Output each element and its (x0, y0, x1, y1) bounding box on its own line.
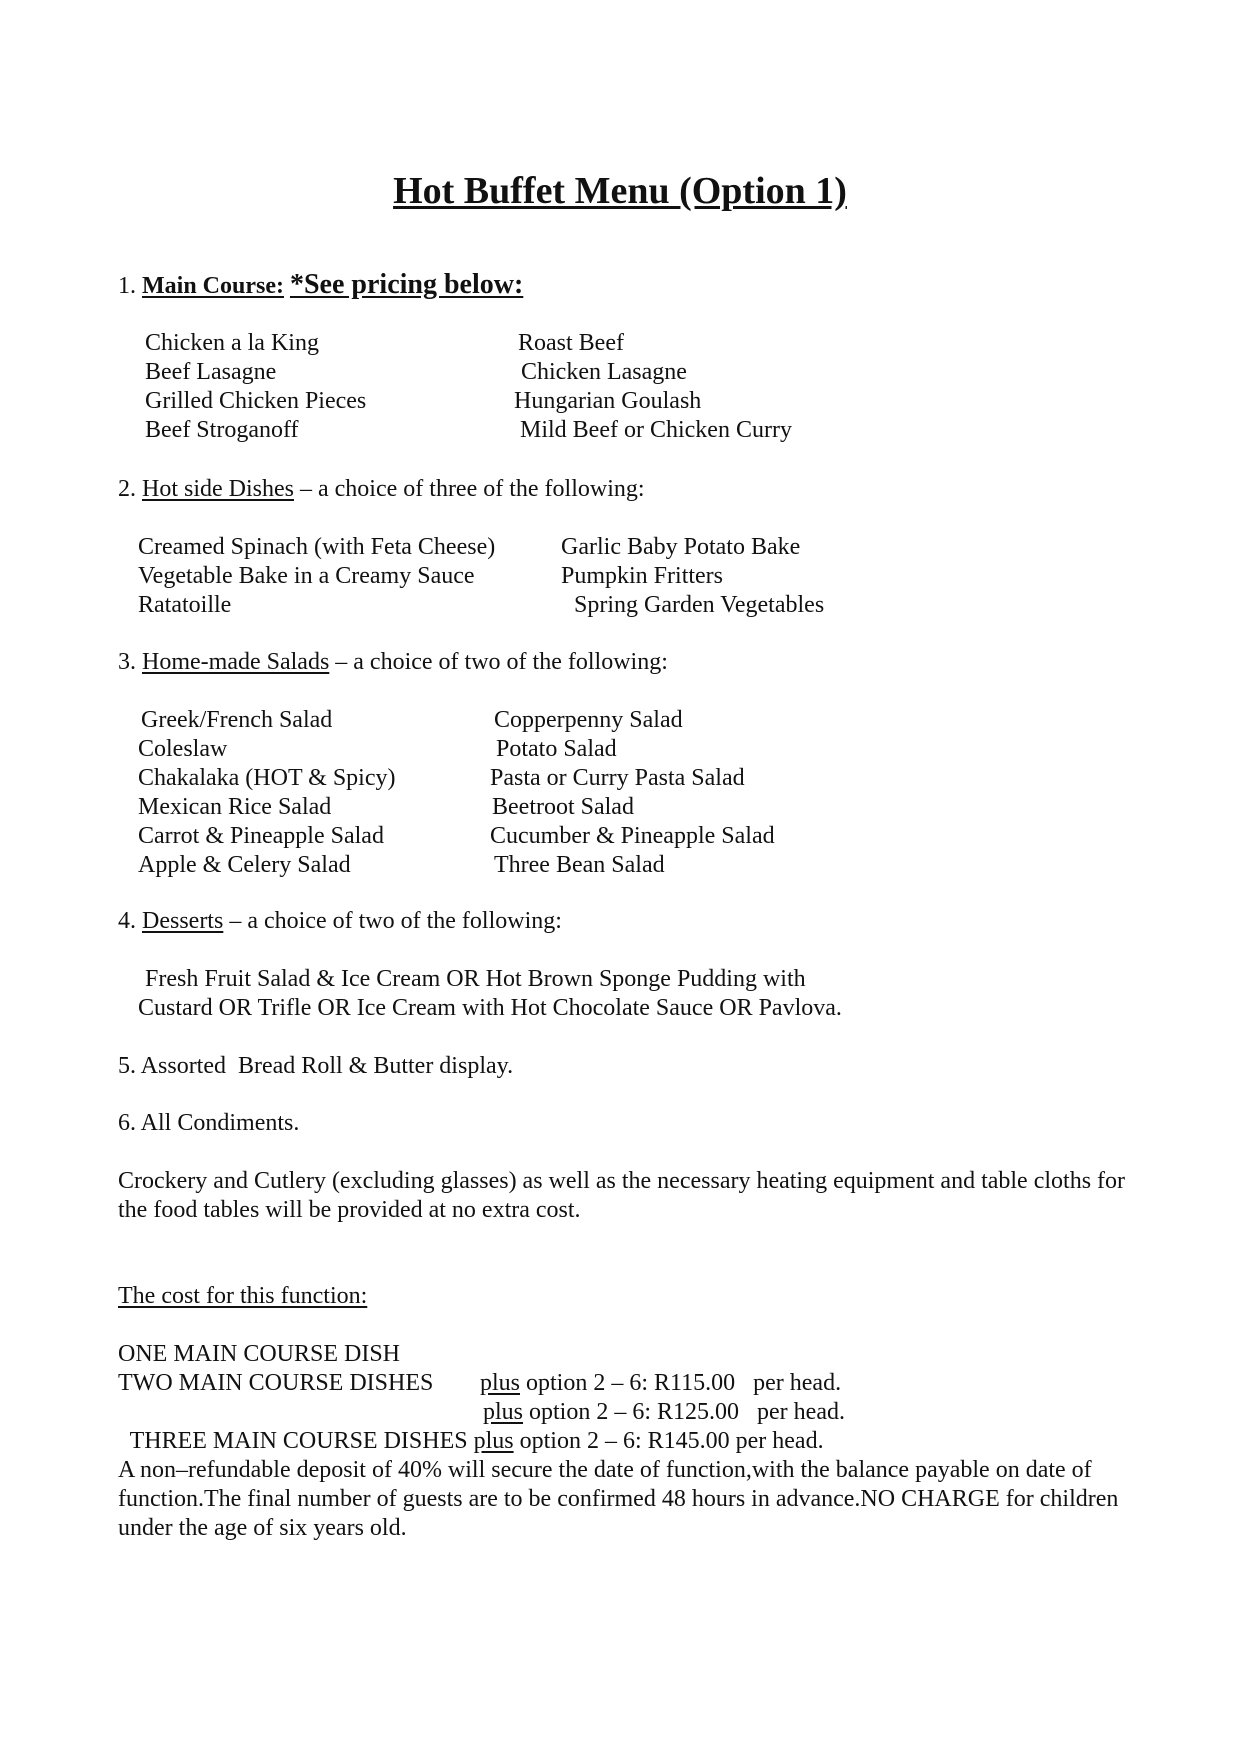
list-item: Cucumber & Pineapple Salad (490, 823, 775, 849)
list-item: Three Bean Salad (494, 852, 665, 878)
list-item: Beetroot Salad (492, 794, 634, 820)
condiments-line: 6. All Condiments. (118, 1110, 300, 1136)
list-item: Pumpkin Fritters (561, 563, 724, 589)
deposit-paragraph: A non–refundable deposit of 40% will secure the date of function,with the balance payable on date of function.The final number of guests are to be confirmed 48 hours in advance.NO CHARGE for children under the age of six years old. (118, 1457, 1119, 1541)
pricing-note (290, 269, 523, 300)
cost-row-label: ONE MAIN COURSE DISH (118, 1341, 401, 1367)
plus-word: plus (480, 1370, 521, 1396)
sides-list-right (561, 533, 824, 620)
main-course-heading (118, 270, 523, 301)
list-item: Grilled Chicken Pieces (145, 388, 367, 414)
cost-row (118, 1340, 400, 1369)
pricing-note-text: See pricing below: (303, 269, 524, 300)
list-item: Creamed Spinach (with Feta Cheese) (138, 534, 496, 560)
cost-row-label: TWO MAIN COURSE DISHES (118, 1370, 434, 1396)
list-item: Copperpenny Salad (494, 707, 683, 733)
list-item: Ratatoille (138, 592, 232, 618)
list-item: Chakalaka (HOT & Spicy) (138, 765, 396, 791)
list-item: Mild Beef or Chicken Curry (520, 417, 792, 443)
sides-heading (118, 475, 645, 504)
list-item: Chicken a la King (145, 330, 319, 356)
list-item: Greek/French Salad (141, 707, 333, 733)
cost-row-price: option 2 – 6: R145.00 per head. (513, 1428, 824, 1454)
plus-word: plus (483, 1399, 524, 1425)
section-number: 4. (118, 908, 136, 934)
list-item: Pasta or Curry Pasta Salad (490, 765, 745, 791)
main-list-right (514, 329, 792, 445)
sides-subtitle: – a choice of three of the following: (294, 476, 645, 502)
list-item: Hungarian Goulash (514, 388, 702, 414)
main-list-left (145, 329, 366, 445)
list-item: Vegetable Bake in a Creamy Sauce (138, 563, 475, 589)
section-number: 3. (118, 649, 136, 675)
crockery-paragraph: Crockery and Cutlery (excluding glasses) as well as the necessary heating equipment and table cloths for the food tables will be provided at no extra cost. (118, 1168, 1126, 1223)
list-item: Roast Beef (518, 330, 624, 356)
salads-subtitle: – a choice of two of the following: (329, 649, 668, 675)
cost-row-price: option 2 – 6: R125.00 per head. (523, 1399, 845, 1425)
list-item: Mexican Rice Salad (138, 794, 332, 820)
cost-row-price: option 2 – 6: R115.00 per head. (520, 1370, 842, 1396)
desserts-title: Desserts (142, 908, 224, 934)
desserts-line-2: Custard OR Trifle OR Ice Cream with Hot Chocolate Sauce OR Pavlova. (138, 995, 842, 1021)
list-item: Chicken Lasagne (521, 359, 687, 385)
list-item: Coleslaw (138, 736, 228, 762)
section-number: 2. (118, 476, 136, 502)
plus-word: plus (473, 1428, 514, 1454)
list-item: Garlic Baby Potato Bake (561, 534, 801, 560)
salads-list-right (490, 706, 775, 880)
section-number: 1. (118, 273, 136, 299)
list-item: Beef Stroganoff (145, 417, 299, 443)
desserts-subtitle: – a choice of two of the following: (223, 908, 562, 934)
cost-row-label: THREE MAIN COURSE DISHES (129, 1428, 474, 1454)
desserts-line-1: Fresh Fruit Salad & Ice Cream OR Hot Brown Sponge Pudding with (145, 966, 806, 992)
sides-title: Hot side Dishes (142, 476, 294, 502)
main-course-title: Main Course: (142, 273, 284, 299)
sides-list-left (138, 533, 495, 620)
list-item: Apple & Celery Salad (138, 852, 351, 878)
page-title: Hot Buffet Menu (Option 1) (393, 170, 847, 212)
list-item: Spring Garden Vegetables (574, 592, 825, 618)
cost-row (118, 1369, 433, 1398)
list-item: Carrot & Pineapple Salad (138, 823, 384, 849)
salads-list-left (138, 706, 396, 880)
cost-row (118, 1398, 824, 1456)
pricing-star: * (289, 269, 304, 300)
cost-heading: The cost for this function: (118, 1283, 368, 1309)
list-item: Potato Salad (496, 736, 617, 762)
salads-title: Home-made Salads (142, 649, 330, 675)
salads-heading (118, 648, 668, 677)
list-item: Beef Lasagne (145, 359, 277, 385)
desserts-heading (118, 907, 562, 936)
bread-line: 5. Assorted Bread Roll & Butter display. (118, 1053, 514, 1079)
